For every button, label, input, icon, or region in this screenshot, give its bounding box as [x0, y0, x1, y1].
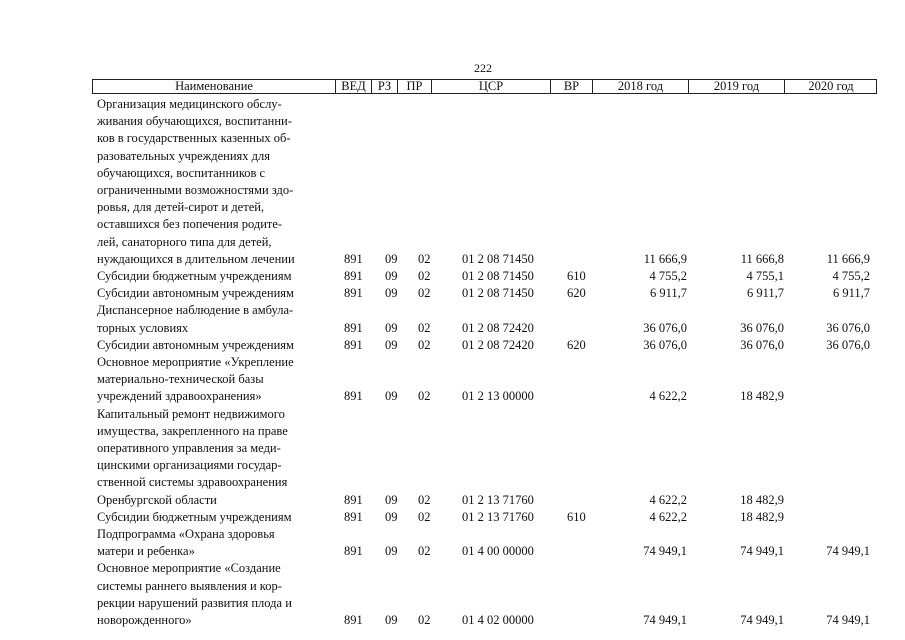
cell-ved: 891	[344, 269, 363, 283]
cell-y2019: 18 482,9	[740, 389, 784, 404]
table-row	[0, 354, 905, 406]
cell-y2019: 4 755,1	[746, 269, 784, 283]
header-rz: РЗ	[372, 80, 398, 93]
cell-vr: 610	[567, 509, 586, 524]
cell-csr: 01 2 08 71450	[462, 286, 534, 301]
cell-rz: 09	[385, 612, 398, 627]
cell-pr: 02	[418, 389, 431, 404]
cell-pr: 02	[418, 269, 431, 283]
cell-pr: 02	[418, 492, 431, 507]
cell-csr: 01 2 13 00000	[462, 389, 534, 404]
header-2019: 2019 год	[689, 80, 785, 93]
cell-ved: 891	[344, 286, 363, 301]
cell-rz: 09	[385, 269, 398, 283]
cell-y2018: 36 076,0	[643, 320, 687, 335]
cell-pr: 02	[418, 337, 431, 352]
cell-rz: 09	[385, 544, 398, 559]
cell-ved: 891	[344, 509, 363, 524]
cell-csr: 01 2 08 72420	[462, 320, 534, 335]
cell-y2020: 74 949,1	[826, 612, 870, 627]
cell-pr: 02	[418, 286, 431, 301]
header-ved: ВЕД	[336, 80, 372, 93]
row-name: Субсидии автономным учреждениям	[97, 337, 294, 352]
cell-csr: 01 2 08 71450	[462, 269, 534, 283]
cell-y2019: 18 482,9	[740, 492, 784, 507]
cell-y2018: 4 622,2	[649, 509, 687, 524]
cell-rz: 09	[385, 251, 398, 266]
row-name: Подпрограмма «Охрана здоровья матери и ребенка»	[97, 527, 275, 559]
cell-y2020: 6 911,7	[832, 286, 870, 301]
table-row	[0, 526, 905, 560]
cell-csr: 01 2 08 72420	[462, 337, 534, 352]
cell-pr: 02	[418, 612, 431, 627]
cell-y2020: 74 949,1	[826, 544, 870, 559]
cell-vr: 620	[567, 286, 586, 301]
cell-csr: 01 2 13 71760	[462, 509, 534, 524]
cell-y2020: 4 755,2	[832, 269, 870, 283]
cell-y2018: 74 949,1	[643, 544, 687, 559]
cell-ved: 891	[344, 612, 363, 627]
row-name: Основное мероприятие «Создание системы раннего выявления и кор- рекции нарушений развития плода и новорожденного»	[97, 561, 292, 627]
cell-pr: 02	[418, 509, 431, 524]
cell-y2019: 36 076,0	[740, 337, 784, 352]
header-pr: ПР	[398, 80, 432, 93]
cell-y2020: 36 076,0	[826, 337, 870, 352]
cell-rz: 09	[385, 509, 398, 524]
cell-ved: 891	[344, 492, 363, 507]
cell-y2019: 6 911,7	[746, 286, 784, 301]
cell-y2020: 11 666,9	[826, 251, 870, 266]
table-row	[0, 268, 905, 285]
cell-y2018: 4 622,2	[649, 492, 687, 507]
cell-csr: 01 4 00 00000	[462, 544, 534, 559]
table-row	[0, 509, 905, 526]
cell-csr: 01 4 02 00000	[462, 612, 534, 627]
header-csr: ЦСР	[432, 80, 551, 93]
cell-rz: 09	[385, 320, 398, 335]
cell-ved: 891	[344, 544, 363, 559]
cell-y2018: 36 076,0	[643, 337, 687, 352]
table-header	[92, 79, 877, 94]
cell-y2019: 74 949,1	[740, 612, 784, 627]
table-row	[0, 96, 905, 268]
cell-y2020: 36 076,0	[826, 320, 870, 335]
cell-y2018: 4 622,2	[649, 389, 687, 404]
cell-csr: 01 2 13 71760	[462, 492, 534, 507]
row-name: Основное мероприятие «Укрепление материально-технической базы учреждений здравоохранения»	[97, 355, 294, 404]
table-row	[0, 337, 905, 354]
cell-vr: 610	[567, 269, 586, 283]
cell-vr: 620	[567, 337, 586, 352]
cell-rz: 09	[385, 492, 398, 507]
cell-ved: 891	[344, 389, 363, 404]
cell-rz: 09	[385, 337, 398, 352]
table-row	[0, 406, 905, 509]
cell-y2019: 18 482,9	[740, 509, 784, 524]
cell-csr: 01 2 08 71450	[462, 251, 534, 266]
cell-y2018: 6 911,7	[649, 286, 687, 301]
header-vr: ВР	[551, 80, 593, 93]
cell-pr: 02	[418, 544, 431, 559]
cell-y2018: 11 666,9	[643, 251, 687, 266]
cell-pr: 02	[418, 320, 431, 335]
header-name: Наименование	[93, 80, 336, 93]
cell-y2018: 4 755,2	[649, 269, 687, 283]
cell-rz: 09	[385, 286, 398, 301]
cell-y2019: 11 666,8	[740, 251, 784, 266]
cell-ved: 891	[344, 337, 363, 352]
table-row	[0, 302, 905, 336]
cell-ved: 891	[344, 320, 363, 335]
cell-ved: 891	[344, 251, 363, 266]
row-name: Капитальный ремонт недвижимого имущества, закрепленного на праве оперативного управления за меди- цинскими организациями государ- ственной системы здравоохранения Оренбургской области	[97, 406, 288, 507]
row-name: Субсидии бюджетным учреждениям	[97, 269, 292, 283]
row-name: Субсидии бюджетным учреждениям	[97, 509, 292, 524]
cell-pr: 02	[418, 251, 431, 266]
cell-y2019: 36 076,0	[740, 320, 784, 335]
header-2020: 2020 год	[808, 79, 854, 93]
page-number: 222	[474, 61, 492, 75]
cell-y2019: 74 949,1	[740, 544, 784, 559]
row-name: Субсидии автономным учреждениям	[97, 286, 294, 301]
header-2018: 2018 год	[593, 80, 689, 93]
table-row	[0, 285, 905, 302]
cell-y2018: 74 949,1	[643, 612, 687, 627]
table-row	[0, 560, 905, 629]
row-name: Организация медицинского обслу- живания обучающихся, воспитанни- ков в государственных казенных об- разовательных учреждениях для обучающихся, воспитанников с ограниченными возможностями здо- ровья, для детей-сирот и детей, оставшихся без попечения родите- лей, санаторного типа для детей, нуждающихся в длительном лечении	[97, 97, 295, 266]
cell-rz: 09	[385, 389, 398, 404]
row-name: Диспансерное наблюдение в амбула- торных условиях	[97, 303, 294, 335]
